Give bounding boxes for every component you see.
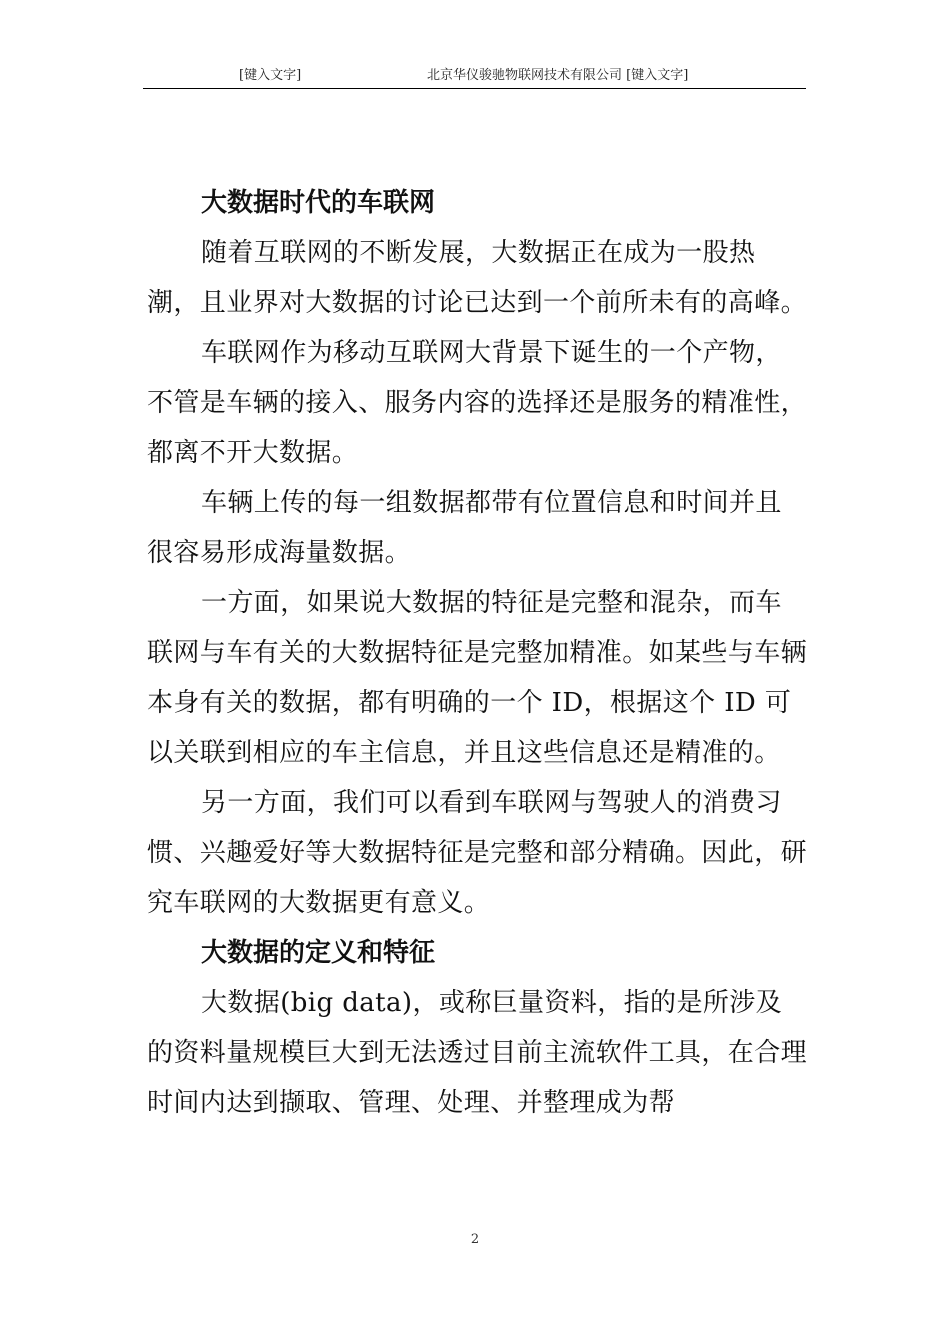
paragraph-2: 车联网作为移动互联网大背景下诞生的一个产物，不管是车辆的接入、服务内容的选择还是服务的精准性，都离不开大数据。 (147, 338, 808, 468)
page-header (143, 66, 806, 88)
header-rule (143, 88, 806, 89)
paragraph-6: 大数据(big data)，或称巨量资料，指的是所涉及的资料量规模巨大到无法透过目前主流软件工具，在合理时间内达到撷取、管理、处理、并整理成为帮 (147, 988, 808, 1118)
paragraph-3: 车辆上传的每一组数据都带有位置信息和时间并且很容易形成海量数据。 (147, 488, 782, 568)
section-heading-big-data-era: 大数据时代的车联网 (201, 188, 436, 218)
paragraph-4: 一方面，如果说大数据的特征是完整和混杂，而车联网与车有关的大数据特征是完整加精准。如某些与车辆本身有关的数据，都有明确的一个 ID，根据这个 ID 可以关联到相应的车主信息，并且这些信息还是精准的。 (147, 588, 808, 768)
paragraph-5: 另一方面，我们可以看到车联网与驾驶人的消费习惯、兴趣爱好等大数据特征是完整和部分精确。因此，研究车联网的大数据更有意义。 (147, 788, 808, 918)
header-company-name: 北京华仪骏驰物联网技术有限公司 [键入文字] (427, 68, 689, 83)
document-body (147, 178, 807, 1128)
header-left-placeholder: [键入文字] (239, 68, 302, 83)
page-number: 2 (470, 1232, 480, 1247)
paragraph-1: 随着互联网的不断发展，大数据正在成为一股热潮，且业界对大数据的讨论已达到一个前所未有的高峰。 (147, 238, 808, 318)
section-heading-definition: 大数据的定义和特征 (201, 938, 436, 968)
